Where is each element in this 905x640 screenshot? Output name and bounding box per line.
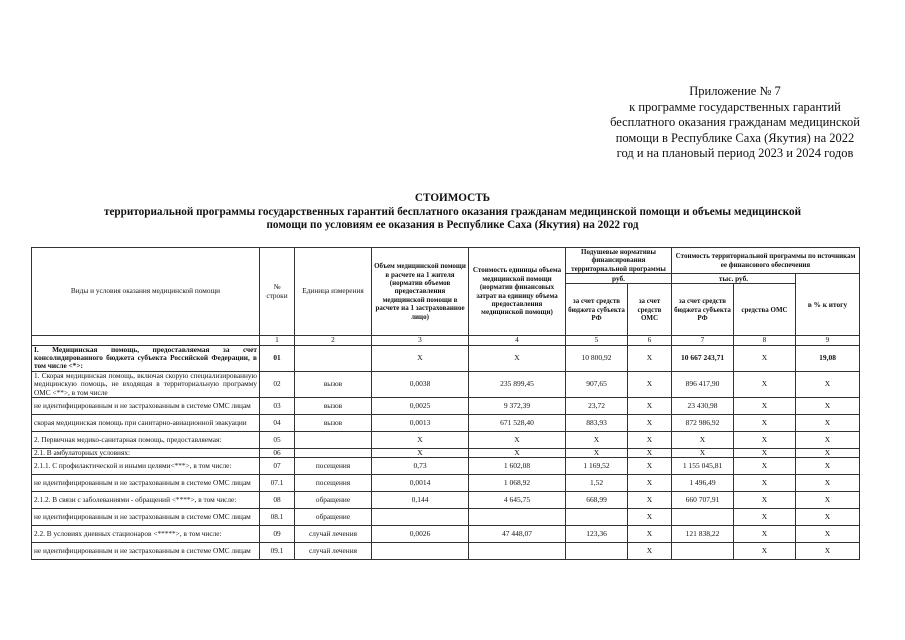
cell-per-capita-oms: X [628,543,672,560]
cell-unit-cost [469,543,566,560]
cell-per-capita-budget: 883,93 [566,415,628,432]
table-row [32,492,860,509]
cell-volume: 0,0013 [372,415,469,432]
cell-program-budget [672,509,734,526]
cell-per-capita-budget: 123,36 [566,526,628,543]
cell-name: 2.1.2. В связи с заболеваниями - обращений <****>, в том числе: [32,492,260,509]
cell-per-capita-oms: X [628,492,672,509]
cell-volume [372,509,469,526]
header-row-no: № строки [260,248,295,336]
cell-program-oms: X [734,398,796,415]
cell-unit [295,345,372,371]
cell-unit [295,449,372,458]
cell-name: I. Медицинская помощь, предоставляемая за счет консолидированного бюджета субъекта Российской Федерации, в том числе <*>: [32,345,260,371]
cell-unit: случай лечения [295,526,372,543]
cell-unit: обращение [295,509,372,526]
column-number: 5 [566,336,628,345]
cell-unit: посещения [295,475,372,492]
cell-unit-cost: 671 528,40 [469,415,566,432]
cell-volume: 0,0014 [372,475,469,492]
cell-program-budget: 872 986,92 [672,415,734,432]
header-percent: в % к итогу [796,274,860,336]
cell-per-capita-oms: X [628,526,672,543]
cell-program-oms: X [734,345,796,371]
cell-per-capita-budget: X [566,449,628,458]
header-oms: за счет средств ОМС [628,284,672,336]
column-number: 6 [628,336,672,345]
cell-percent: X [796,449,860,458]
table-row [32,526,860,543]
appendix-line: год и на плановый период 2023 и 2024 годов [616,146,854,160]
cost-table [31,247,860,560]
header-oms-2: средства ОМС [734,284,796,336]
table-row [32,398,860,415]
cell-per-capita-budget: 668,99 [566,492,628,509]
appendix-line: помощи в Республике Саха (Якутия) на 2022 [615,130,855,145]
table-row [32,449,860,458]
cell-unit [295,432,372,449]
column-numbers-row [32,336,860,345]
cell-program-budget [672,543,734,560]
cell-program-budget: X [672,432,734,449]
cell-program-oms: X [734,415,796,432]
cell-per-capita-budget: 1 169,52 [566,458,628,475]
cell-percent: X [796,458,860,475]
cell-program-budget: 1 155 045,81 [672,458,734,475]
cell-program-oms: X [734,475,796,492]
cell-unit: посещения [295,458,372,475]
cell-program-oms: X [734,449,796,458]
cell-percent: X [796,526,860,543]
title-line: помощи по условиям ее оказания в Республике Саха (Якутия) на 2022 год [266,219,639,231]
title-line: СТОИМОСТЬ [414,192,491,204]
column-number [32,336,260,345]
cell-row-number: 07 [260,458,295,475]
column-number: 9 [796,336,860,345]
cell-unit-cost: 1 602,08 [469,458,566,475]
cell-per-capita-oms: X [628,371,672,397]
cell-per-capita-oms: X [628,398,672,415]
cell-row-number: 08.1 [260,509,295,526]
cell-per-capita-budget [566,543,628,560]
cell-name: 1. Скорая медицинская помощь, включая скорую специализированную медицинскую помощь, не входящая в территориальную программу ОМС <**>, в том числе [32,371,260,397]
cell-per-capita-budget: 1,52 [566,475,628,492]
header-budget: за счет средств бюджета субъекта РФ [566,284,628,336]
cell-per-capita-budget: X [566,432,628,449]
cell-name: не идентифицированным и не застрахованным в системе ОМС лицам [32,543,260,560]
header-per-capita: Подушевые нормативы финансирования территориальной программы [566,248,672,274]
cell-volume [372,543,469,560]
column-number: 8 [734,336,796,345]
column-number: 3 [372,336,469,345]
table-row [32,458,860,475]
cell-row-number: 01 [260,345,295,371]
cell-program-oms: X [734,492,796,509]
cell-unit: вызов [295,415,372,432]
column-number: 7 [672,336,734,345]
document-title [30,192,875,233]
cell-name: не идентифицированным и не застрахованным в системе ОМС лицам [32,398,260,415]
title-line: территориальной программы государственных гарантий бесплатного оказания гражданам медицинской помощи и объемы медицинской [103,205,802,218]
cell-volume: 0,73 [372,458,469,475]
cell-unit-cost: X [469,449,566,458]
cell-name: не идентифицированным и не застрахованным в системе ОМС лицам [32,475,260,492]
cell-volume: 0,144 [372,492,469,509]
cell-row-number: 09.1 [260,543,295,560]
cell-per-capita-budget [566,509,628,526]
cell-volume: X [372,449,469,458]
cell-row-number: 06 [260,449,295,458]
cell-percent: X [796,398,860,415]
cell-per-capita-oms: X [628,449,672,458]
cell-program-oms: X [734,458,796,475]
cell-program-budget: 660 707,91 [672,492,734,509]
cell-program-budget: 23 430,98 [672,398,734,415]
cell-unit-cost: X [469,345,566,371]
cell-row-number: 04 [260,415,295,432]
table-row [32,509,860,526]
header-unit-cost: Стоимость единицы объема медицинской помощи (норматив финансовых затрат на единицу объема предоставления медицинской помощи) [469,248,566,336]
cell-unit-cost: 235 899,45 [469,371,566,397]
cell-name: 2.1.1. С профилактической и иными целями<***>, в том числе: [32,458,260,475]
cell-row-number: 07.1 [260,475,295,492]
table-body [32,345,860,560]
cell-program-oms: X [734,371,796,397]
cell-unit-cost: 9 372,39 [469,398,566,415]
cell-program-budget: 1 496,49 [672,475,734,492]
table-row [32,475,860,492]
column-number: 1 [260,336,295,345]
appendix-line: бесплатного оказания гражданам медицинской [610,115,860,129]
cell-name: 2.2. В условиях дневных стационаров <*****>, в том числе: [32,526,260,543]
cell-row-number: 03 [260,398,295,415]
table-row [32,415,860,432]
appendix-line: Приложение № 7 [689,84,781,98]
cell-unit-cost: X [469,432,566,449]
table-row [32,345,860,371]
cell-per-capita-oms: X [628,415,672,432]
cell-per-capita-budget: 23,72 [566,398,628,415]
cell-program-oms: X [734,432,796,449]
appendix-line: к программе государственных гарантий [629,99,841,114]
cell-volume: 0,0026 [372,526,469,543]
cell-program-budget: X [672,449,734,458]
header-volume: Объем медицинской помощи в расчете на 1 жителя (норматив объемов предоставления медицинской помощи в расчете на 1 застрахованное лицо) [372,248,469,336]
column-number: 4 [469,336,566,345]
cell-unit-cost: 4 645,75 [469,492,566,509]
header-rub: руб. [566,274,672,284]
cell-percent: X [796,492,860,509]
appendix-header [560,84,905,162]
header-types: Виды и условия оказания медицинской помощи [32,248,260,336]
cell-percent: X [796,543,860,560]
cell-unit-cost: 47 448,07 [469,526,566,543]
cell-per-capita-oms: X [628,345,672,371]
table-row [32,371,860,397]
cell-row-number: 02 [260,371,295,397]
cell-row-number: 08 [260,492,295,509]
cell-per-capita-oms: X [628,458,672,475]
table-row [32,543,860,560]
header-unit: Единица измерения [295,248,372,336]
cell-per-capita-budget: 907,65 [566,371,628,397]
cell-unit-cost [469,509,566,526]
header-budget-2: за счет средств бюджета субъекта РФ [672,284,734,336]
cell-per-capita-budget: 10 800,92 [566,345,628,371]
cell-percent: X [796,475,860,492]
cell-unit: обращение [295,492,372,509]
cell-name: не идентифицированным и не застрахованным в системе ОМС лицам [32,509,260,526]
cell-percent: X [796,509,860,526]
cell-row-number: 09 [260,526,295,543]
cell-volume: X [372,432,469,449]
cell-name: 2.1. В амбулаторных условиях: [32,449,260,458]
cell-volume: X [372,345,469,371]
table-row [32,432,860,449]
cell-name: 2. Первичная медико-санитарная помощь, предоставляемая: [32,432,260,449]
cell-percent: X [796,371,860,397]
cell-percent: X [796,432,860,449]
cell-unit: вызов [295,398,372,415]
cell-percent: 19,08 [796,345,860,371]
cell-per-capita-oms: X [628,475,672,492]
header-thous-rub: тыс. руб. [672,274,796,284]
header-program-cost: Стоимость территориальной программы по источникам ее финансового обеспечения [672,248,860,274]
cell-program-oms: X [734,526,796,543]
cell-unit: вызов [295,371,372,397]
cell-name: скорая медицинская помощь при санитарно-авиационной эвакуации [32,415,260,432]
cell-program-budget: 121 838,22 [672,526,734,543]
table-header [32,248,860,346]
cell-volume: 0,0025 [372,398,469,415]
cell-unit-cost: 1 068,92 [469,475,566,492]
cell-volume: 0,0038 [372,371,469,397]
cell-program-budget: 10 667 243,71 [672,345,734,371]
cell-row-number: 05 [260,432,295,449]
cell-per-capita-oms: X [628,432,672,449]
cell-program-budget: 896 417,90 [672,371,734,397]
cell-percent: X [796,415,860,432]
cell-program-oms: X [734,543,796,560]
column-number: 2 [295,336,372,345]
cell-per-capita-oms: X [628,509,672,526]
cell-unit: случай лечения [295,543,372,560]
cell-program-oms: X [734,509,796,526]
